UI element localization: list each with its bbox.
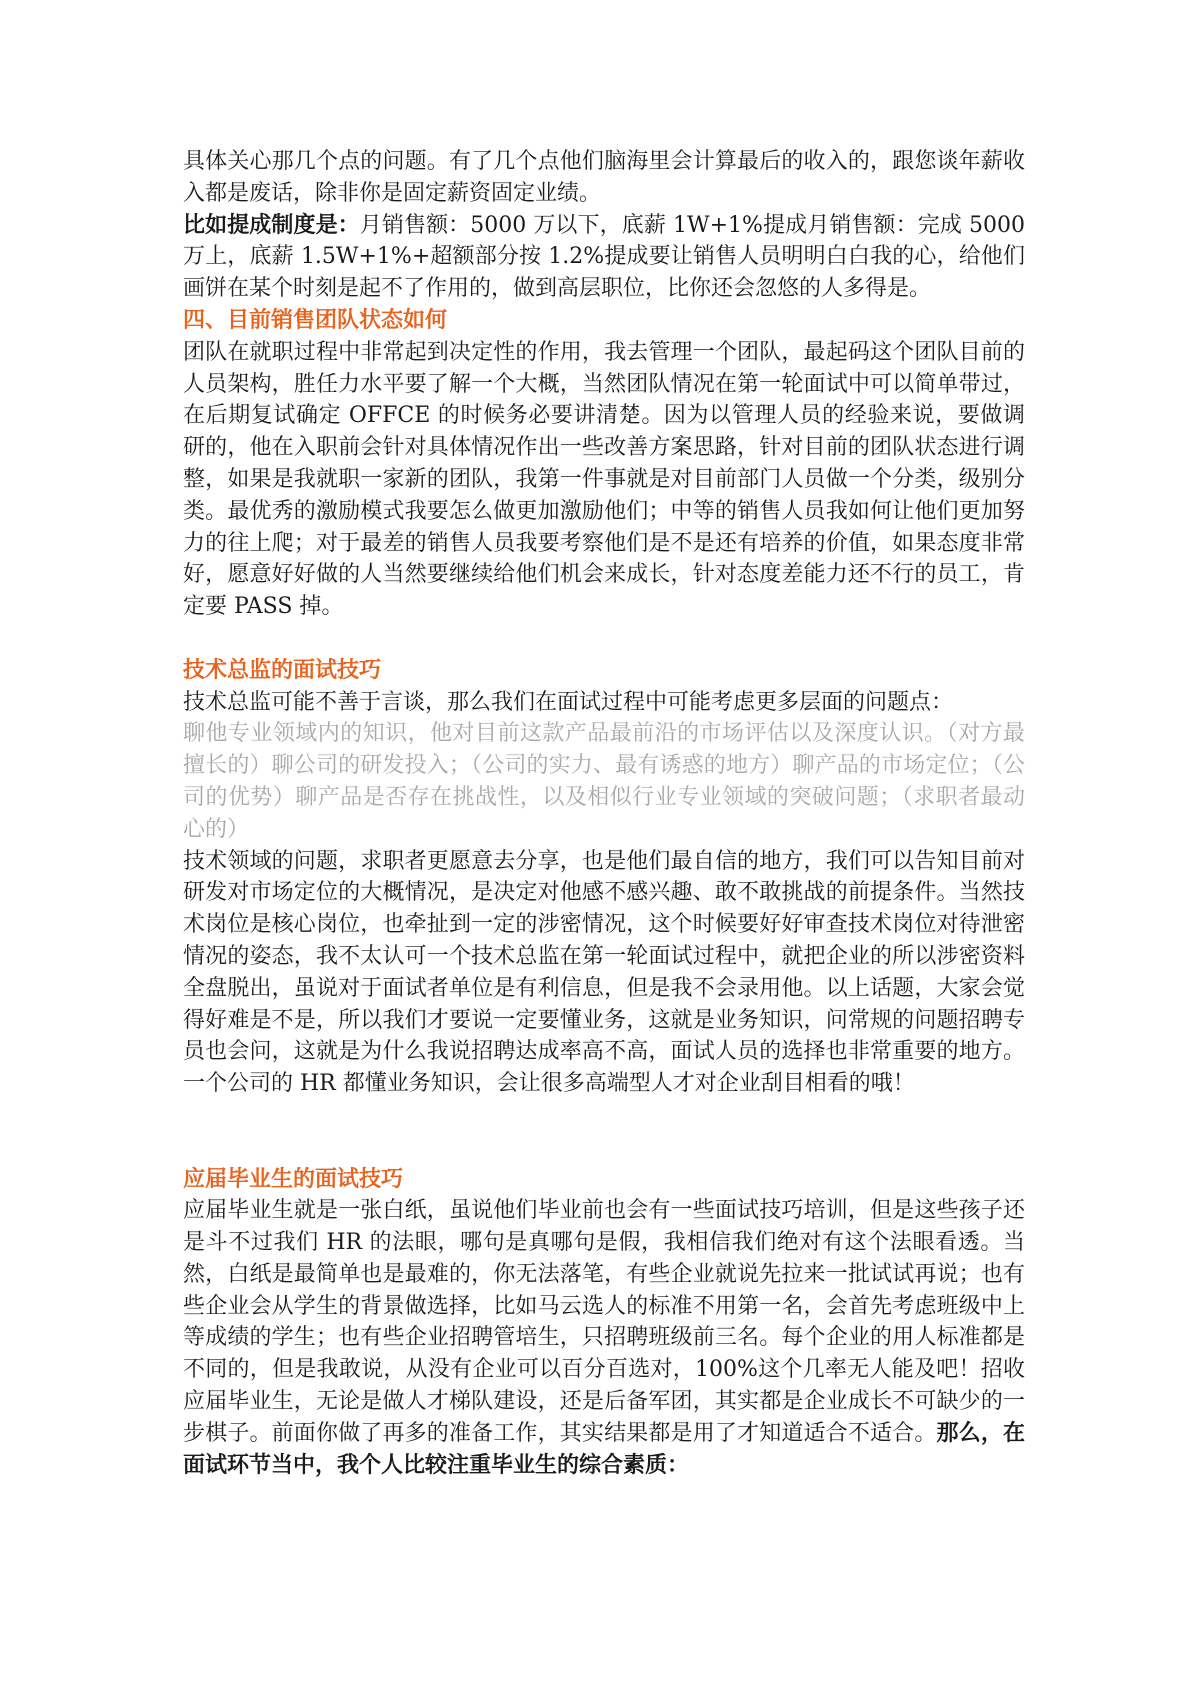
paragraph-commission-system [183,210,1025,305]
spacer [183,623,1025,655]
paragraph-cto-detail: 技术领域的问题，求职者更愿意去分享，也是他们最自信的地方，我们可以告知目前对研发对市场定位的大概情况，是决定对他感不感兴趣、敢不敢挑战的前提条件。当然技术岗位是核心岗位，也牵扯到一定的涉密情况，这个时候要好好审查技术岗位对待泄密情况的姿态，我不太认可一个技术总监在第一轮面试过程中，就把企业的所以涉密资料全盘脱出，虽说对于面试者单位是有利信息，但是我不会录用他。以上话题，大家会觉得好难是不是，所以我们才要说一定要懂业务，这就是业务知识，问常规的问题招聘专员也会问，这就是为什么我说招聘达成率高不高，面试人员的选择也非常重要的地方。一个公司的 HR 都懂业务知识，会让很多高端型人才对企业刮目相看的哦！ [183,848,1025,1097]
document-page [183,146,1025,1481]
heading-graduate-interview: 应届毕业生的面试技巧 [183,1166,404,1192]
graduate-detail: 应届毕业生就是一张白纸，虽说他们毕业前也会有一些面试技巧培训，但是这些孩子还是斗不过我们 HR 的法眼，哪句是真哪句是假，我相信我们绝对有这个法眼看透。当然，白纸是最简单也是最难的，你无法落笔，有些企业就说先拉来一批试试再说；也有些企业会从学生的背景做选择，比如马云选人的标准不用第一名，会首先考虑班级中上等成绩的学生；也有些企业招聘管培生，只招聘班级前三名。每个企业的用人标准都是不同的，但是我敢说，从没有企业可以百分百选对，100%这个几率无人能及吧！招收应届毕业生，无论是做人才梯队建设，还是后备军团，其实都是企业成长不可缺少的一步棋子。前面你做了再多的准备工作，其实结果都是用了才知道适合不适合。 [183,1198,1025,1446]
graduate-conclusion: 那么，在面试环节当中，我个人比较注重毕业生的综合素质： [183,1419,1025,1478]
commission-detail: 月销售额：5000 万以下，底薪 1W+1%提成月销售额：完成 5000 万上，底薪 1.5W+1%+超额部分按 1.2%提成要让销售人员明明白白我的心，给他们画饼在某个时刻是起不了作用的，做到高层职位，比你还会忽悠的人多得是。 [183,212,1025,302]
paragraph-graduate [183,1195,1025,1481]
heading-sales-team-status: 四、目前销售团队状态如何 [183,307,448,333]
heading-cto-interview: 技术总监的面试技巧 [183,657,382,683]
spacer [183,1100,1025,1164]
paragraph-income-concern: 具体关心那几个点的问题。有了几个点他们脑海里会计算最后的收入的，跟您谈年薪收入都是废话，除非你是固定薪资固定业绩。 [183,149,1025,206]
paragraph-sales-team: 团队在就职过程中非常起到决定性的作用，我去管理一个团队，最起码这个团队目前的人员架构，胜任力水平要了解一个大概，当然团队情况在第一轮面试中可以简单带过，在后期复试确定 OFFCE 的时候务必要讲清楚。因为以管理人员的经验来说，要做调研的，他在入职前会针对具体情况作出一些改善方案思路，针对目前的团队状态进行调整，如果是我就职一家新的团队，我第一件事就是对目前部门人员做一个分类，级别分类。最优秀的激励模式我要怎么做更加激励他们；中等的销售人员我如何让他们更加努力的往上爬；对于最差的销售人员我要考察他们是不是还有培养的价值，如果态度非常好，愿意好好做的人当然要继续给他们机会来成长，针对态度差能力还不行的员工，肯定要 PASS 掉。 [183,339,1025,620]
commission-label: 比如提成制度是： [183,211,360,238]
paragraph-cto-intro: 技术总监可能不善于言谈，那么我们在面试过程中可能考虑更多层面的问题点： [183,689,954,715]
paragraph-cto-topics: 聊他专业领域内的知识，他对目前这款产品最前沿的市场评估以及深度认识。（对方最擅长的）聊公司的研发投入；（公司的实力、最有诱惑的地方）聊产品的市场定位；（公司的优势）聊产品是否存在挑战性，以及相似行业专业领域的突破问题；（求职者最动心的） [183,721,1025,842]
